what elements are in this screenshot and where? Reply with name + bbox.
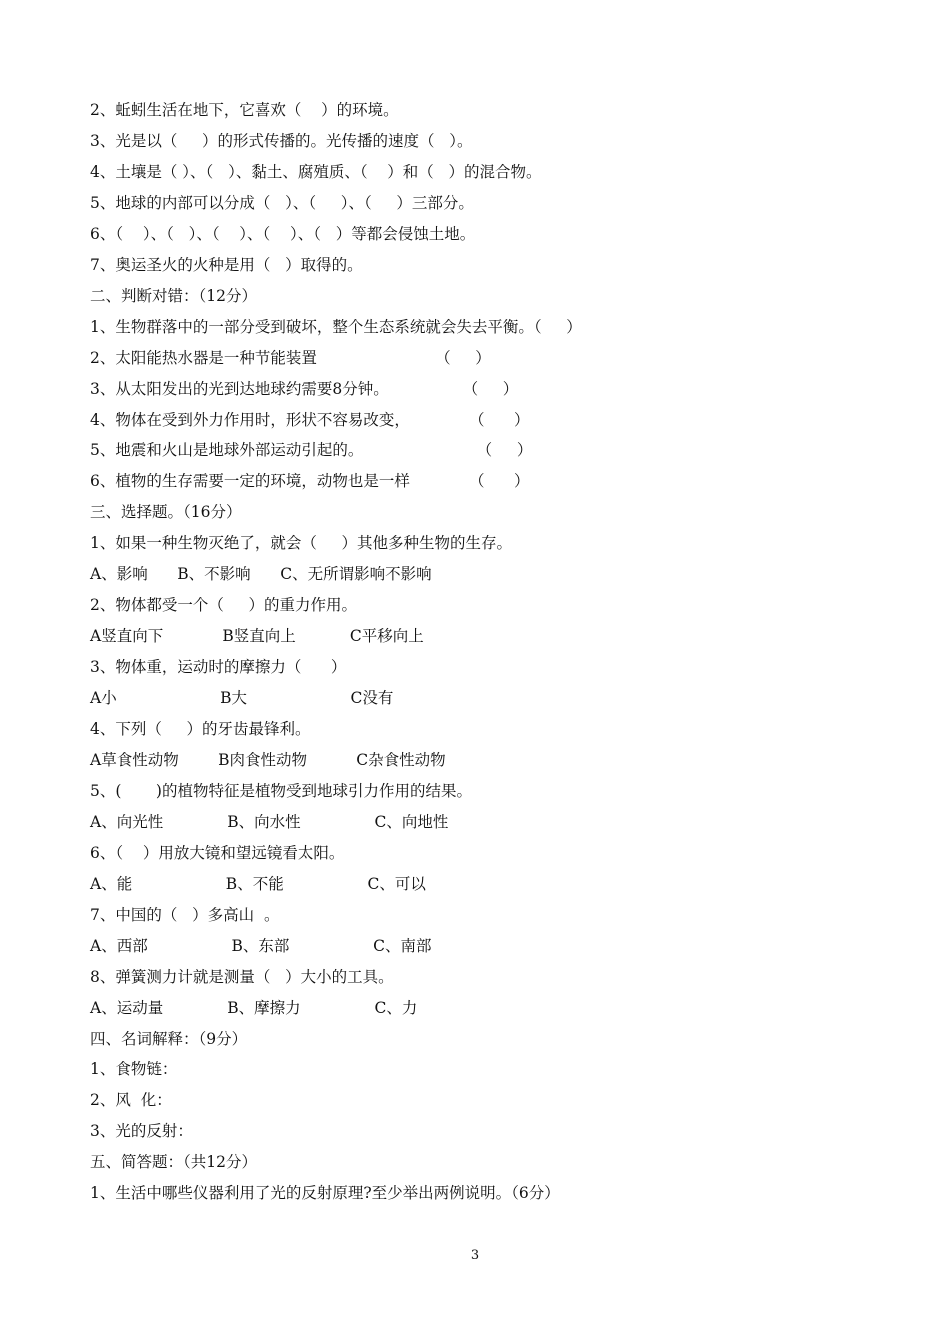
text-line: 6、（ ）用放大镜和望远镜看太阳。 bbox=[90, 843, 345, 862]
text-line: 二、判断对错：（12分） bbox=[90, 286, 257, 305]
text-line: 1、如果一种生物灭绝了，就会（ ）其他多种生物的生存。 bbox=[90, 534, 512, 553]
text-line: 3、光的反射： bbox=[90, 1122, 193, 1141]
text-line: 4、物体在受到外力作用时，形状不容易改变， （ ） bbox=[90, 410, 530, 429]
text-line: 5、( )的植物特征是植物受到地球引力作用的结果。 bbox=[90, 781, 472, 800]
page-number: 3 bbox=[470, 1248, 480, 1263]
text-line: 7、中国的（ ）多高山 。 bbox=[90, 905, 280, 924]
text-line: A竖直向下 B竖直向上 C平移向上 bbox=[90, 627, 424, 646]
text-line: 3、从太阳发出的光到达地球约需要8分钟。 （ ） bbox=[90, 379, 519, 398]
text-line: 四、名词解释：（9分） bbox=[90, 1029, 248, 1048]
text-line: 5、地震和火山是地球外部运动引起的。 （ ） bbox=[90, 441, 533, 460]
text-line: 1、食物链： bbox=[90, 1060, 178, 1079]
text-line: 1、生物群落中的一部分受到破坏，整个生态系统就会失去平衡。（ ） bbox=[90, 317, 582, 336]
text-line: 5、地球的内部可以分成（ ）、（ ）、（ ）三部分。 bbox=[90, 193, 474, 212]
text-line: 三、选择题。（16分） bbox=[90, 503, 242, 522]
text-line: 五、简答题：（共12分） bbox=[90, 1153, 257, 1172]
text-line: 2、风 化： bbox=[90, 1091, 172, 1110]
text-line: A、能 B、不能 C、可以 bbox=[90, 874, 426, 893]
text-line: A、运动量 B、摩擦力 C、力 bbox=[90, 998, 418, 1017]
text-line: 6、植物的生存需要一定的环境，动物也是一样 （ ） bbox=[90, 472, 530, 491]
text-line: 6、（ ）、（ ）、（ ）、（ ）、（ ）等都会侵蚀土地。 bbox=[90, 224, 476, 243]
text-line: 1、生活中哪些仪器利用了光的反射原理?至少举出两例说明。（6分） bbox=[90, 1184, 560, 1203]
text-line: 4、下列（ ）的牙齿最锋利。 bbox=[90, 720, 311, 738]
text-line: A草食性动物 B肉食性动物 C杂食性动物 bbox=[90, 750, 446, 769]
text-line: 3、光是以（ ）的形式传播的。光传播的速度（ ）。 bbox=[90, 131, 473, 150]
text-line: 2、物体都受一个（ ）的重力作用。 bbox=[90, 596, 357, 615]
text-line: 7、奥运圣火的火种是用（ ）取得的。 bbox=[90, 255, 363, 274]
text-line: 2、太阳能热水器是一种节能装置 （ ） bbox=[90, 348, 491, 367]
text-line: A、西部 B、东部 C、南部 bbox=[90, 936, 432, 955]
text-line: 8、弹簧测力计就是测量（ ）大小的工具。 bbox=[90, 967, 394, 986]
text-line: A、影响 B、不影响 C、无所谓影响不影响 bbox=[90, 565, 432, 584]
text-line: 2、蚯蚓生活在地下，它喜欢（ ）的环境。 bbox=[90, 101, 399, 119]
text-line: 4、土壤是（ ）、（ ）、黏土、腐殖质、（ ）和（ ）的混合物。 bbox=[90, 162, 542, 181]
text-line: 3、物体重，运动时的摩擦力（ ） bbox=[90, 658, 347, 677]
text-line: A、向光性 B、向水性 C、向地性 bbox=[90, 812, 449, 831]
text-line: A小 B大 C没有 bbox=[90, 689, 394, 707]
